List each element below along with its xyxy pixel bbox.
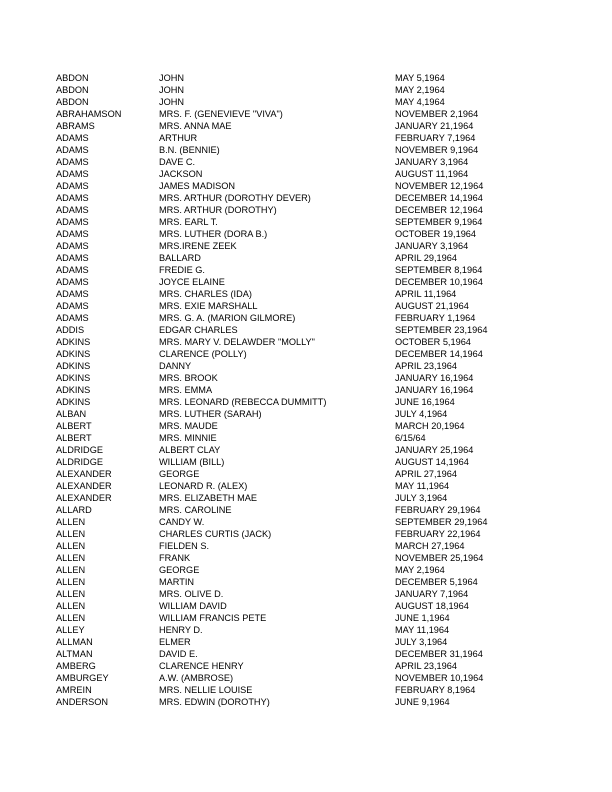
record-row (56, 120, 556, 132)
record-list (56, 72, 556, 708)
date: OCTOBER 5,1964 (395, 337, 471, 347)
last-name: ALBERT (56, 433, 92, 443)
record-row (56, 348, 556, 360)
first-name: MRS. MARY V. DELAWDER "MOLLY" (159, 337, 315, 347)
first-name: GEORGE (159, 565, 200, 575)
first-name: MRS. F. (GENEVIEVE "VIVA") (159, 109, 283, 119)
date: JULY 4,1964 (395, 409, 448, 419)
first-name: MRS. LEONARD (REBECCA DUMMITT) (159, 397, 327, 407)
first-name: ELMER (159, 637, 191, 647)
first-name: MRS. LUTHER (SARAH) (159, 409, 262, 419)
date: MAY 5,1964 (395, 73, 445, 83)
date: DECEMBER 31,1964 (395, 649, 483, 659)
first-name: MRS. OLIVE D. (159, 589, 224, 599)
last-name: AMBURGEY (56, 673, 109, 683)
date: DECEMBER 5,1964 (395, 577, 478, 587)
last-name: ALLARD (56, 505, 92, 515)
last-name: ADKINS (56, 361, 91, 371)
first-name: MRS. BROOK (159, 373, 218, 383)
record-row (56, 228, 556, 240)
last-name: AMREIN (56, 685, 92, 695)
date: JANUARY 16,1964 (395, 373, 474, 383)
last-name: ADAMS (56, 205, 89, 215)
date: AUGUST 14,1964 (395, 457, 469, 467)
first-name: FIELDEN S. (159, 541, 210, 551)
first-name: DANNY (159, 361, 192, 371)
last-name: ADAMS (56, 265, 89, 275)
date: JULY 3,1964 (395, 493, 448, 503)
date: APRIL 23,1964 (395, 661, 457, 671)
first-name: MRS. G. A. (MARION GILMORE) (159, 313, 296, 323)
last-name: ALLEN (56, 529, 86, 539)
record-row (56, 636, 556, 648)
record-row (56, 156, 556, 168)
first-name: BALLARD (159, 253, 201, 263)
date: JANUARY 21,1964 (395, 121, 474, 131)
record-row (56, 204, 556, 216)
record-row (56, 288, 556, 300)
last-name: ABRAMS (56, 121, 95, 131)
last-name: ADAMS (56, 157, 89, 167)
date: APRIL 23,1964 (395, 361, 457, 371)
date: SEPTEMBER 8,1964 (395, 265, 483, 275)
record-row (56, 84, 556, 96)
last-name: ADAMS (56, 289, 89, 299)
last-name: ALLEN (56, 553, 86, 563)
date: MAY 2,1964 (395, 85, 445, 95)
first-name: MRS. EXIE MARSHALL (159, 301, 258, 311)
date: DECEMBER 10,1964 (395, 277, 483, 287)
first-name: A.W. (AMBROSE) (159, 673, 234, 683)
record-row (56, 96, 556, 108)
first-name: CANDY W. (159, 517, 205, 527)
record-row (56, 168, 556, 180)
last-name: ALLEY (56, 625, 85, 635)
date: NOVEMBER 25,1964 (395, 553, 484, 563)
first-name: B.N. (BENNIE) (159, 145, 220, 155)
last-name: ALDRIDGE (56, 445, 103, 455)
last-name: ANDERSON (56, 697, 109, 707)
date: SEPTEMBER 23,1964 (395, 325, 488, 335)
last-name: ALLEN (56, 601, 86, 611)
record-row (56, 612, 556, 624)
first-name: MRS. CAROLINE (159, 505, 232, 515)
date: MAY 2,1964 (395, 565, 445, 575)
record-row (56, 660, 556, 672)
last-name: ALLEN (56, 541, 86, 551)
date: JANUARY 7,1964 (395, 589, 469, 599)
record-row (56, 72, 556, 84)
record-row (56, 504, 556, 516)
record-row (56, 528, 556, 540)
first-name: CLARENCE (POLLY) (159, 349, 247, 359)
first-name: JAMES MADISON (159, 181, 236, 191)
last-name: AMBERG (56, 661, 96, 671)
first-name: MRS. ANNA MAE (159, 121, 232, 131)
date: FEBRUARY 7,1964 (395, 133, 476, 143)
date: MARCH 20,1964 (395, 421, 465, 431)
record-row (56, 564, 556, 576)
last-name: ADAMS (56, 241, 89, 251)
last-name: ALLEN (56, 565, 86, 575)
first-name: MRS. ELIZABETH MAE (159, 493, 258, 503)
record-row (56, 108, 556, 120)
record-row (56, 336, 556, 348)
first-name: GEORGE (159, 469, 200, 479)
first-name: MRS. EARL T. (159, 217, 218, 227)
first-name: ALBERT CLAY (159, 445, 221, 455)
record-row (56, 300, 556, 312)
last-name: ALBAN (56, 409, 87, 419)
record-row (56, 240, 556, 252)
first-name: MRS. LUTHER (DORA B.) (159, 229, 268, 239)
record-row (56, 444, 556, 456)
date: NOVEMBER 10,1964 (395, 673, 484, 683)
date: MAY 4,1964 (395, 97, 445, 107)
date: JUNE 9,1964 (395, 697, 450, 707)
record-row (56, 480, 556, 492)
record-row (56, 396, 556, 408)
date: FEBRUARY 22,1964 (395, 529, 481, 539)
date: DECEMBER 14,1964 (395, 349, 483, 359)
last-name: ADKINS (56, 397, 91, 407)
last-name: ADAMS (56, 181, 89, 191)
record-row (56, 180, 556, 192)
date: JUNE 16,1964 (395, 397, 455, 407)
record-row (56, 540, 556, 552)
date: DECEMBER 14,1964 (395, 193, 483, 203)
record-row (56, 132, 556, 144)
record-row (56, 384, 556, 396)
first-name: MRS.IRENE ZEEK (159, 241, 237, 251)
date: APRIL 27,1964 (395, 469, 457, 479)
first-name: MRS. MINNIE (159, 433, 217, 443)
first-name: MRS. EDWIN (DOROTHY) (159, 697, 270, 707)
date: MARCH 27,1964 (395, 541, 465, 551)
record-row (56, 456, 556, 468)
record-row (56, 648, 556, 660)
first-name: MRS. CHARLES (IDA) (159, 289, 252, 299)
date: JULY 3,1964 (395, 637, 448, 647)
first-name: JOHN (159, 85, 185, 95)
record-row (56, 600, 556, 612)
date: NOVEMBER 2,1964 (395, 109, 479, 119)
first-name: JOYCE ELAINE (159, 277, 225, 287)
date: JANUARY 3,1964 (395, 157, 469, 167)
date: AUGUST 21,1964 (395, 301, 469, 311)
record-row (56, 324, 556, 336)
last-name: ADKINS (56, 385, 91, 395)
last-name: ADAMS (56, 301, 89, 311)
first-name: CHARLES CURTIS (JACK) (159, 529, 272, 539)
first-name: WILLIAM DAVID (159, 601, 227, 611)
last-name: ABDON (56, 97, 89, 107)
first-name: WILLIAM FRANCIS PETE (159, 613, 267, 623)
date: JUNE 1,1964 (395, 613, 450, 623)
last-name: ALLEN (56, 577, 86, 587)
first-name: HENRY D. (159, 625, 203, 635)
record-row (56, 276, 556, 288)
last-name: ADAMS (56, 217, 89, 227)
record-row (56, 552, 556, 564)
record-row (56, 408, 556, 420)
record-row (56, 468, 556, 480)
date: JANUARY 16,1964 (395, 385, 474, 395)
last-name: ADKINS (56, 349, 91, 359)
last-name: ADAMS (56, 145, 89, 155)
first-name: MARTIN (159, 577, 195, 587)
record-row (56, 252, 556, 264)
record-row (56, 420, 556, 432)
last-name: ALEXANDER (56, 493, 112, 503)
date: 6/15/64 (395, 433, 426, 443)
last-name: ADAMS (56, 193, 89, 203)
record-row (56, 144, 556, 156)
record-row (56, 624, 556, 636)
first-name: LEONARD R. (ALEX) (159, 481, 248, 491)
record-row (56, 432, 556, 444)
record-row (56, 312, 556, 324)
last-name: ABDON (56, 73, 89, 83)
last-name: ADAMS (56, 133, 89, 143)
first-name: FRANK (159, 553, 191, 563)
last-name: ALEXANDER (56, 481, 112, 491)
first-name: DAVE C. (159, 157, 196, 167)
first-name: MRS. EMMA (159, 385, 213, 395)
date: OCTOBER 19,1964 (395, 229, 477, 239)
last-name: ADDIS (56, 325, 85, 335)
last-name: ALLEN (56, 517, 86, 527)
first-name: FREDIE G. (159, 265, 205, 275)
record-row (56, 192, 556, 204)
first-name: JACKSON (159, 169, 203, 179)
last-name: ABRAHAMSON (56, 109, 122, 119)
date: SEPTEMBER 9,1964 (395, 217, 483, 227)
first-name: CLARENCE HENRY (159, 661, 244, 671)
record-row (56, 492, 556, 504)
record-row (56, 264, 556, 276)
last-name: ADKINS (56, 373, 91, 383)
last-name: ADAMS (56, 169, 89, 179)
last-name: ALDRIDGE (56, 457, 103, 467)
last-name: ADAMS (56, 277, 89, 287)
last-name: ADAMS (56, 229, 89, 239)
date: MAY 11,1964 (395, 625, 450, 635)
first-name: JOHN (159, 73, 185, 83)
first-name: MRS. NELLIE LOUISE (159, 685, 253, 695)
date: FEBRUARY 1,1964 (395, 313, 476, 323)
last-name: ALLEN (56, 589, 86, 599)
last-name: ADAMS (56, 253, 89, 263)
date: AUGUST 18,1964 (395, 601, 469, 611)
last-name: ABDON (56, 85, 89, 95)
record-row (56, 696, 556, 708)
record-row (56, 588, 556, 600)
last-name: ALEXANDER (56, 469, 112, 479)
last-name: ALTMAN (56, 649, 93, 659)
date: SEPTEMBER 29,1964 (395, 517, 488, 527)
first-name: MRS. MAUDE (159, 421, 218, 431)
record-row (56, 576, 556, 588)
first-name: MRS. ARTHUR (DOROTHY DEVER) (159, 193, 311, 203)
first-name: MRS. ARTHUR (DOROTHY) (159, 205, 277, 215)
first-name: ARTHUR (159, 133, 198, 143)
date: JANUARY 3,1964 (395, 241, 469, 251)
date: APRIL 11,1964 (395, 289, 457, 299)
first-name: WILLIAM (BILL) (159, 457, 225, 467)
record-row (56, 516, 556, 528)
date: FEBRUARY 8,1964 (395, 685, 476, 695)
first-name: DAVID E. (159, 649, 198, 659)
first-name: JOHN (159, 97, 185, 107)
date: NOVEMBER 12,1964 (395, 181, 484, 191)
last-name: ALBERT (56, 421, 92, 431)
record-row (56, 372, 556, 384)
date: FEBRUARY 29,1964 (395, 505, 481, 515)
last-name: ALLEN (56, 613, 86, 623)
date: APRIL 29,1964 (395, 253, 457, 263)
date: NOVEMBER 9,1964 (395, 145, 479, 155)
last-name: ADAMS (56, 313, 89, 323)
date: JANUARY 25,1964 (395, 445, 474, 455)
record-row (56, 672, 556, 684)
record-row (56, 216, 556, 228)
date: DECEMBER 12,1964 (395, 205, 483, 215)
date: AUGUST 11,1964 (395, 169, 469, 179)
last-name: ADKINS (56, 337, 91, 347)
date: MAY 11,1964 (395, 481, 450, 491)
record-row (56, 360, 556, 372)
record-row (56, 684, 556, 696)
last-name: ALLMAN (56, 637, 93, 647)
first-name: EDGAR CHARLES (159, 325, 238, 335)
